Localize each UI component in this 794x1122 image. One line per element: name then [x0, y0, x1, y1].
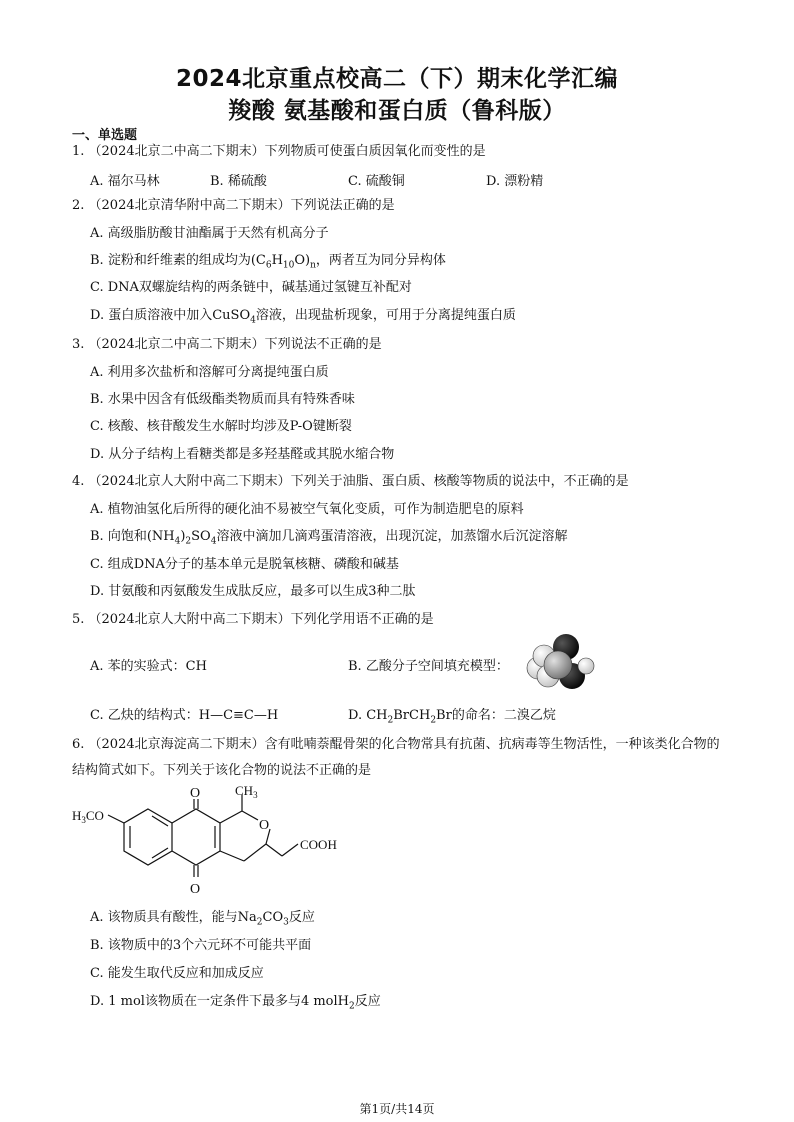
section-heading: 一、单选题	[72, 128, 138, 143]
q2-option-c: C. DNA双螺旋结构的两条链中，碱基通过氢键互补配对	[90, 280, 412, 295]
pyranonaphthoquinone-structure	[68, 785, 348, 905]
q3-option-a: A. 利用多次盐析和溶解可分离提纯蛋白质	[90, 365, 329, 380]
q1-option-c: C. 硫酸铜	[348, 174, 405, 189]
q1-option-d: D. 漂粉精	[486, 174, 544, 189]
q3-option-d: D. 从分子结构上看糖类都是多羟基醛或其脱水缩合物	[90, 447, 395, 462]
struct-carboxyl: COOH	[300, 837, 337, 852]
q5-option-d: D. $CH_2BrCH_2Br$的命名：二溴乙烷	[348, 708, 556, 726]
q3-option-b: B. 水果中因含有低级酯类物质而具有特殊香味	[90, 392, 355, 407]
struct-methyl: $CH_3$	[235, 785, 258, 800]
q6-option-d: D. 1 mol该物质在一定条件下最多与4 molH$_2$反应	[90, 994, 381, 1012]
struct-methoxy: $H_3CO$	[72, 808, 104, 825]
q3-option-c: C. 核酸、核苷酸发生水解时均涉及P-O键断裂	[90, 419, 352, 434]
acetic-acid-space-filling-model	[520, 632, 604, 694]
q5-option-b: B. 乙酸分子空间填充模型：	[348, 659, 509, 674]
question-1-stem: 1. （2024北京二中高二下期末）下列物质可使蛋白质因氧化而变性的是	[72, 144, 486, 159]
question-6-stem: 6. （2024北京海淀高二下期末）含有吡喃萘醌骨架的化合物常具有抗菌、抗病毒等生物活性，一种该类化合物的结构简式如下。下列关于该化合物的说法不正确的是	[72, 737, 720, 778]
q1-option-a: A. 福尔马林	[90, 174, 160, 189]
atom-c	[544, 651, 572, 679]
question-4-stem: 4. （2024北京人大附中高二下期末）下列关于油脂、蛋白质、核酸等物质的说法中，不正确的是	[72, 474, 629, 489]
q4-option-a: A. 植物油氢化后所得的硬化油不易被空气氧化变质，可作为制造肥皂的原料	[90, 502, 524, 517]
question-5-stem: 5. （2024北京人大附中高二下期末）下列化学用语不正确的是	[72, 612, 434, 627]
document-subtitle: 羧酸 氨基酸和蛋白质（鲁科版）	[228, 98, 566, 124]
q6-option-b: B. 该物质中的3个六元环不可能共平面	[90, 938, 312, 953]
q6-option-c: C. 能发生取代反应和加成反应	[90, 966, 264, 981]
q4-option-d: D. 甘氨酸和丙氨酸发生成肽反应，最多可以生成3种二肽	[90, 584, 416, 599]
q2-option-a: A. 高级脂肪酸甘油酯属于天然有机高分子	[90, 226, 329, 241]
question-3-stem: 3. （2024北京二中高二下期末）下列说法不正确的是	[72, 337, 382, 352]
struct-o-top: O	[190, 786, 201, 801]
q4-option-c: C. 组成DNA分子的基本单元是脱氧核糖、磷酸和碱基	[90, 557, 399, 572]
page-footer: 第1页/共14页	[359, 1102, 435, 1116]
question-2-stem: 2. （2024北京清华附中高二下期末）下列说法正确的是	[72, 198, 395, 213]
struct-o-ring: O	[259, 818, 270, 833]
q1-option-b: B. 稀硫酸	[210, 174, 267, 189]
q2-option-d: D. 蛋白质溶液中加入CuSO$_4$溶液，出现盐析现象，可用于分离提纯蛋白质	[90, 308, 516, 326]
atom-h-right	[578, 658, 594, 674]
q6-option-a: A. 该物质具有酸性，能与$Na_2CO_3$反应	[90, 910, 315, 928]
struct-o-bottom: O	[190, 882, 201, 897]
q5-option-c: C. 乙炔的结构式：H—C≡C—H	[90, 708, 279, 723]
document-title: 2024北京重点校高二（下）期末化学汇编	[175, 66, 618, 92]
q4-option-b: B. 向饱和$(NH_4)_2SO_4$溶液中滴加几滴鸡蛋清溶液，出现沉淀，加蒸馏水后沉淀溶解	[90, 529, 568, 547]
q5-option-a: A. 苯的实验式：CH	[90, 659, 207, 674]
q2-option-b: B. 淀粉和纤维素的组成均为$(C_6H_{10}O)_n$，两者互为同分异构体	[90, 253, 446, 271]
